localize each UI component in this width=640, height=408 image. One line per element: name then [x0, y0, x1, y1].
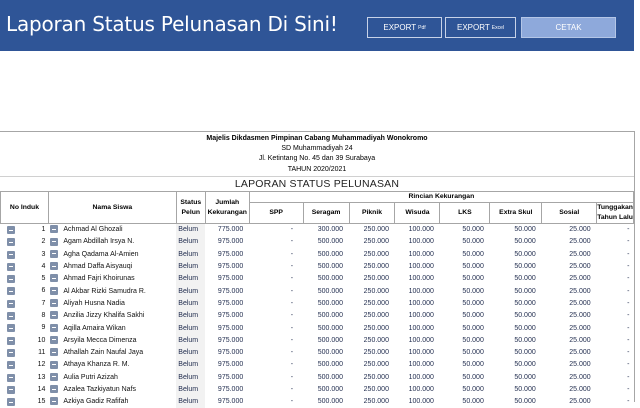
collapse-row-icon[interactable]	[50, 299, 58, 307]
cell-jumlah: 975.000	[217, 238, 244, 246]
collapse-row-icon[interactable]	[7, 398, 15, 406]
cell-spp: -	[290, 238, 294, 246]
cell-nama: Aqilla Amaira Wikan	[48, 322, 176, 334]
cell-seragam: 500.000	[317, 324, 344, 332]
col-nama-siswa: Nama Siswa	[48, 192, 176, 224]
cell-nama: Azkiya Gadiz Rafifah	[48, 396, 176, 408]
cell-no-induk: 3	[1, 249, 49, 261]
cell-lks: 50.000	[462, 324, 484, 332]
cell-wisuda: 100.000	[408, 263, 434, 271]
cell-status: Belum	[176, 236, 205, 248]
cell-extra: 50.000	[514, 361, 536, 369]
cell-extra: 50.000	[514, 373, 536, 381]
cell-status: Belum	[176, 310, 205, 322]
cell-spp: -	[290, 373, 294, 381]
col-piknik: Piknik	[349, 203, 395, 224]
col-tunggakan: Tunggakan Tahun Lalu	[597, 203, 634, 224]
cell-status: Belum	[176, 347, 205, 359]
cell-status: Belum	[176, 224, 205, 237]
cell-tunggakan: -	[627, 287, 630, 295]
col-wisuda: Wisuda	[395, 203, 440, 224]
table-row	[1, 261, 634, 273]
cell-spp: -	[290, 275, 294, 283]
cell-seragam: 500.000	[317, 386, 344, 393]
cell-lks: 50.000	[462, 361, 484, 369]
collapse-row-icon[interactable]	[50, 287, 58, 295]
collapse-row-icon[interactable]	[7, 238, 15, 246]
cell-seragam: 300.000	[317, 226, 344, 234]
cell-status: Belum	[176, 359, 205, 371]
col-seragam: Seragam	[303, 203, 349, 224]
collapse-row-icon[interactable]	[50, 250, 58, 258]
cell-spp: -	[290, 226, 294, 234]
cell-nama: Azalea Tazkiyatun Nafs	[48, 384, 176, 396]
cell-no-induk: 7	[1, 298, 49, 310]
cell-spp: -	[290, 386, 294, 393]
cell-piknik: 250.000	[363, 398, 389, 406]
cell-no-induk: 4	[1, 261, 49, 273]
cell-jumlah: 975.000	[217, 299, 244, 307]
cell-no-induk: 13	[1, 372, 49, 384]
collapse-row-icon[interactable]	[7, 251, 15, 259]
cell-piknik: 250.000	[363, 336, 389, 344]
collapse-row-icon[interactable]	[7, 361, 15, 369]
export-pdf-label: EXPORT	[383, 23, 417, 32]
cell-status: Belum	[176, 396, 205, 408]
cell-seragam: 500.000	[317, 336, 344, 344]
cell-spp: -	[290, 250, 294, 258]
collapse-row-icon[interactable]	[7, 263, 15, 271]
cell-piknik: 250.000	[363, 287, 389, 295]
table-row	[1, 347, 634, 359]
cell-piknik: 250.000	[363, 349, 389, 357]
cell-jumlah: 975.000	[217, 275, 244, 283]
cell-wisuda: 100.000	[408, 275, 434, 283]
collapse-row-icon[interactable]	[50, 397, 58, 405]
collapse-row-icon[interactable]	[50, 373, 58, 381]
cell-piknik: 250.000	[363, 226, 389, 234]
cell-wisuda: 100.000	[408, 336, 434, 344]
cell-status: Belum	[176, 372, 205, 384]
collapse-row-icon[interactable]	[7, 226, 15, 234]
collapse-row-icon[interactable]	[7, 374, 15, 382]
col-spp: SPP	[249, 203, 303, 224]
cell-seragam: 500.000	[317, 361, 344, 369]
col-extra: Extra Skul	[490, 203, 542, 224]
export-excel-button[interactable]	[445, 17, 516, 38]
collapse-row-icon[interactable]	[7, 337, 15, 345]
report-org: Majelis Dikdasmen Pimpinan Cabang Muhammadiyah Wonokromo	[206, 135, 428, 142]
cell-nama: Ahmad Daffa Aisyauqi	[48, 261, 176, 273]
table-row	[1, 396, 634, 408]
cell-sosial: 25.000	[569, 349, 591, 357]
cell-jumlah: 975.000	[217, 373, 244, 381]
col-jumlah: Jumlah Kekurangan	[205, 192, 249, 224]
collapse-row-icon[interactable]	[50, 274, 58, 282]
cell-extra: 50.000	[514, 336, 536, 344]
cetak-button[interactable]: CETAK	[521, 17, 616, 38]
cell-piknik: 250.000	[363, 275, 389, 283]
cell-piknik: 250.000	[363, 250, 389, 258]
col-lks: LKS	[440, 203, 490, 224]
cell-seragam: 500.000	[317, 373, 344, 381]
cell-spp: -	[290, 349, 294, 357]
collapse-row-icon[interactable]	[50, 238, 58, 246]
collapse-row-icon[interactable]	[7, 312, 15, 320]
cell-sosial: 25.000	[569, 373, 591, 381]
cell-wisuda: 100.000	[408, 361, 434, 369]
cell-extra: 50.000	[514, 238, 536, 246]
cell-piknik: 250.000	[363, 238, 389, 246]
cell-seragam: 500.000	[317, 238, 344, 246]
cell-lks: 50.000	[462, 398, 484, 406]
cell-jumlah: 975.000	[217, 386, 244, 393]
cell-tunggakan: -	[627, 336, 630, 344]
cell-lks: 50.000	[462, 312, 484, 320]
cell-no-induk: 1	[1, 224, 49, 237]
collapse-row-icon[interactable]	[50, 361, 58, 369]
cell-piknik: 250.000	[363, 324, 389, 332]
cell-lks: 50.000	[462, 287, 484, 295]
cell-seragam: 500.000	[317, 287, 344, 295]
cell-sosial: 25.000	[569, 275, 591, 283]
table-row	[1, 236, 634, 248]
cell-status: Belum	[176, 285, 205, 297]
cell-extra: 50.000	[514, 324, 536, 332]
cell-tunggakan: -	[627, 299, 630, 307]
cell-spp: -	[290, 287, 294, 295]
cell-wisuda: 100.000	[408, 398, 434, 406]
cell-jumlah: 975.000	[217, 349, 244, 357]
export-excel-suffix: Excel	[491, 24, 504, 31]
cell-lks: 50.000	[462, 238, 484, 246]
cell-sosial: 25.000	[569, 287, 591, 295]
collapse-row-icon[interactable]	[50, 311, 58, 319]
cell-seragam: 500.000	[317, 263, 344, 271]
cell-jumlah: 975.000	[217, 263, 244, 271]
cell-wisuda: 100.000	[408, 312, 434, 320]
cell-nama: Ahmad Fajri Khoirunas	[48, 273, 176, 285]
cell-wisuda: 100.000	[408, 238, 434, 246]
cell-status: Belum	[176, 249, 205, 261]
export-excel-label: EXPORT	[457, 23, 490, 32]
cell-wisuda: 100.000	[408, 386, 434, 393]
cell-sosial: 25.000	[569, 336, 591, 344]
cell-seragam: 500.000	[317, 275, 344, 283]
cell-seragam: 500.000	[317, 349, 344, 357]
table-row	[1, 322, 634, 334]
cell-lks: 50.000	[462, 299, 484, 307]
cell-seragam: 500.000	[317, 398, 344, 406]
cell-lks: 50.000	[462, 373, 484, 381]
cell-nama: Achmad Al Ghozali	[48, 224, 176, 237]
page-title: Laporan Status Pelunasan Di Sini!	[6, 12, 338, 36]
report-sheet	[0, 131, 635, 406]
cell-wisuda: 100.000	[408, 349, 434, 357]
cell-nama: Arsyila Mecca Dimenza	[48, 335, 176, 347]
cell-nama: Aulia Putri Azizah	[48, 372, 176, 384]
table-row	[1, 249, 634, 261]
divider	[0, 176, 634, 177]
collapse-row-icon[interactable]	[7, 287, 15, 295]
cell-no-induk: 5	[1, 273, 49, 285]
table-row	[1, 335, 634, 347]
collapse-row-icon[interactable]	[7, 386, 15, 394]
cell-jumlah: 975.000	[217, 361, 244, 369]
report-address: Jl. Ketintang No. 45 dan 39 Surabaya	[258, 155, 376, 162]
cell-piknik: 250.000	[363, 386, 389, 393]
cell-sosial: 25.000	[569, 250, 591, 258]
cell-status: Belum	[176, 335, 205, 347]
table-row	[1, 359, 634, 371]
top-header-bar	[0, 0, 634, 51]
cell-lks: 50.000	[462, 336, 484, 344]
cell-extra: 50.000	[514, 263, 536, 271]
collapse-row-icon[interactable]	[50, 262, 58, 270]
cell-piknik: 250.000	[363, 312, 389, 320]
export-pdf-button[interactable]	[367, 17, 442, 38]
cell-no-induk: 11	[1, 347, 49, 359]
table-row	[1, 384, 634, 396]
cell-no-induk: 15	[1, 396, 49, 408]
cell-spp: -	[290, 361, 294, 369]
cell-extra: 50.000	[514, 275, 536, 283]
cell-seragam: 500.000	[317, 299, 344, 307]
cell-lks: 50.000	[462, 386, 484, 393]
cell-wisuda: 100.000	[408, 324, 434, 332]
cell-extra: 50.000	[514, 349, 536, 357]
cell-tunggakan: -	[627, 312, 630, 320]
cell-sosial: 25.000	[569, 386, 591, 393]
cell-nama: Anzilia Jizzy Khalifa Sakhi	[48, 310, 176, 322]
cell-status: Belum	[176, 384, 205, 396]
cell-lks: 50.000	[462, 263, 484, 271]
cell-no-induk: 2	[1, 236, 49, 248]
table-row	[1, 372, 634, 384]
cell-piknik: 250.000	[363, 373, 389, 381]
col-no-induk: No Induk	[1, 192, 49, 224]
cell-no-induk: 12	[1, 359, 49, 371]
cell-spp: -	[290, 299, 294, 307]
cell-tunggakan: -	[627, 386, 630, 393]
cell-sosial: 25.000	[569, 361, 591, 369]
table-row	[1, 273, 634, 285]
cell-sosial: 25.000	[569, 299, 591, 307]
report-table	[0, 191, 634, 408]
collapse-row-icon[interactable]	[50, 324, 58, 332]
cell-tunggakan: -	[627, 373, 630, 381]
cell-status: Belum	[176, 322, 205, 334]
cell-no-induk: 8	[1, 310, 49, 322]
cell-no-induk: 9	[1, 322, 49, 334]
cell-extra: 50.000	[514, 386, 536, 393]
cell-spp: -	[290, 324, 294, 332]
cell-tunggakan: -	[627, 250, 630, 258]
collapse-row-icon[interactable]	[50, 336, 58, 344]
cell-extra: 50.000	[514, 287, 536, 295]
cell-spp: -	[290, 336, 294, 344]
collapse-row-icon[interactable]	[50, 225, 58, 233]
cell-sosial: 25.000	[569, 324, 591, 332]
cell-sosial: 25.000	[569, 238, 591, 246]
collapse-row-icon[interactable]	[50, 348, 58, 356]
cell-sosial: 25.000	[569, 226, 591, 234]
cell-sosial: 25.000	[569, 263, 591, 271]
cell-tunggakan: -	[627, 238, 630, 246]
cell-sosial: 25.000	[569, 398, 591, 406]
cell-extra: 50.000	[514, 312, 536, 320]
cell-extra: 50.000	[514, 398, 536, 406]
cell-status: Belum	[176, 273, 205, 285]
collapse-row-icon[interactable]	[7, 324, 15, 332]
cell-spp: -	[290, 398, 294, 406]
cell-nama: Agha Qadama Al-Amien	[48, 249, 176, 261]
cell-wisuda: 100.000	[408, 287, 434, 295]
cell-seragam: 500.000	[317, 250, 344, 258]
table-row	[1, 298, 634, 310]
cell-nama: Athaya Khanza R. M.	[48, 359, 176, 371]
cell-status: Belum	[176, 261, 205, 273]
cell-spp: -	[290, 312, 294, 320]
table-row	[1, 310, 634, 322]
cell-extra: 50.000	[514, 250, 536, 258]
cell-nama: Agam Abdillah Irsya N.	[48, 236, 176, 248]
cell-jumlah: 975.000	[217, 287, 244, 295]
cell-jumlah: 975.000	[217, 250, 244, 258]
cell-piknik: 250.000	[363, 361, 389, 369]
cell-wisuda: 100.000	[408, 226, 434, 234]
cell-wisuda: 100.000	[408, 250, 434, 258]
report-year: TAHUN 2020/2021	[287, 166, 347, 173]
cell-sosial: 25.000	[569, 312, 591, 320]
cell-no-induk: 6	[1, 285, 49, 297]
cell-wisuda: 100.000	[408, 299, 434, 307]
cell-lks: 50.000	[462, 226, 484, 234]
cell-tunggakan: -	[627, 226, 630, 234]
cell-lks: 50.000	[462, 275, 484, 283]
cell-tunggakan: -	[627, 324, 630, 332]
cell-no-induk: 10	[1, 335, 49, 347]
cell-jumlah: 975.000	[217, 336, 244, 344]
collapse-row-icon[interactable]	[7, 275, 15, 283]
collapse-row-icon[interactable]	[7, 300, 15, 308]
cell-extra: 50.000	[514, 299, 536, 307]
export-pdf-suffix: Pdf	[418, 24, 426, 31]
cell-jumlah: 975.000	[217, 324, 244, 332]
cell-seragam: 500.000	[317, 312, 344, 320]
cell-spp: -	[290, 263, 294, 271]
table-row	[1, 224, 634, 237]
col-group-rincian: Rincian Kekurangan	[249, 192, 633, 203]
report-title: LAPORAN STATUS PELUNASAN	[234, 178, 400, 190]
cell-no-induk: 14	[1, 384, 49, 396]
cell-wisuda: 100.000	[408, 373, 434, 381]
cell-nama: Athallah Zain Naufal Jaya	[48, 347, 176, 359]
cell-tunggakan: -	[627, 349, 630, 357]
cell-extra: 50.000	[514, 226, 536, 234]
report-school: SD Muhammadiyah 24	[281, 145, 353, 152]
cell-lks: 50.000	[462, 250, 484, 258]
cell-jumlah: 975.000	[217, 312, 244, 320]
cell-nama: Al Akbar Rizki Samudra R.	[48, 285, 176, 297]
cell-tunggakan: -	[627, 275, 630, 283]
collapse-row-icon[interactable]	[50, 385, 58, 393]
cell-tunggakan: -	[627, 361, 630, 369]
cell-piknik: 250.000	[363, 263, 389, 271]
cell-jumlah: 775.000	[217, 226, 244, 234]
cell-tunggakan: -	[627, 398, 630, 406]
cell-lks: 50.000	[462, 349, 484, 357]
col-sosial: Sosial	[542, 203, 597, 224]
cell-jumlah: 975.000	[217, 398, 244, 406]
table-row	[1, 285, 634, 297]
col-status: Status Pelun	[176, 192, 205, 224]
cell-status: Belum	[176, 298, 205, 310]
cell-nama: Aliyah Husna Nadia	[48, 298, 176, 310]
cell-tunggakan: -	[627, 263, 630, 271]
cell-piknik: 250.000	[363, 299, 389, 307]
collapse-row-icon[interactable]	[7, 349, 15, 357]
